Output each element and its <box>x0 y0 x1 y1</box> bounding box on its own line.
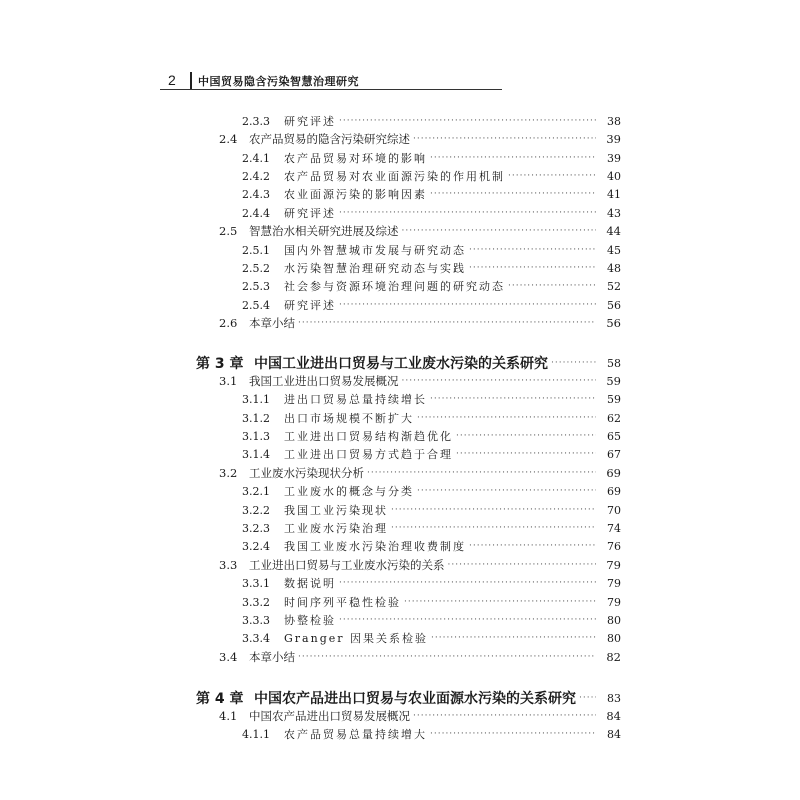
page-number: 2 <box>168 72 176 88</box>
entry-number: 3.1.3 <box>242 429 270 443</box>
dot-leader <box>551 356 596 370</box>
entry-title: 本章小结 <box>249 316 295 330</box>
dot-leader <box>339 298 596 312</box>
entry-number: 2.5.4 <box>242 298 270 312</box>
entry-page-number: 70 <box>607 503 621 517</box>
toc-subsection-entry <box>242 205 621 221</box>
dot-leader <box>508 279 596 293</box>
dot-leader <box>469 539 596 553</box>
entry-page-number: 67 <box>607 447 621 461</box>
toc-subsection-entry <box>242 612 621 628</box>
toc-subsection-entry <box>242 391 621 407</box>
entry-page-number: 59 <box>606 374 621 388</box>
dot-leader <box>456 429 596 443</box>
dot-leader <box>339 206 596 220</box>
entry-title: 我国工业进出口贸易发展概况 <box>249 374 399 388</box>
dot-leader <box>417 484 596 498</box>
entry-number: 4.1 <box>219 709 238 723</box>
entry-title: 我国工业污染现状 <box>284 504 388 517</box>
dot-leader <box>469 261 596 275</box>
entry-title: 工业废水的概念与分类 <box>284 485 414 498</box>
entry-page-number: 44 <box>606 224 621 238</box>
toc-chapter-entry <box>196 353 621 373</box>
toc-section-entry <box>219 649 621 665</box>
dot-leader <box>469 243 596 257</box>
entry-number: 2.5.3 <box>242 279 270 293</box>
toc-subsection-entry <box>242 483 621 499</box>
entry-number: 2.4 <box>219 132 238 146</box>
entry-title: 农产品贸易对农业面源污染的作用机制 <box>284 170 505 183</box>
entry-number: 第 3 章 <box>196 356 244 372</box>
entry-number: 2.3.3 <box>242 114 270 128</box>
entry-title: 农产品贸易的隐含污染研究综述 <box>249 132 410 146</box>
entry-title: 中国工业进出口贸易与工业废水污染的关系研究 <box>254 356 548 372</box>
toc-subsection-entry <box>242 150 621 166</box>
entry-page-number: 80 <box>607 631 621 645</box>
entry-page-number: 56 <box>606 316 621 330</box>
entry-title: 中国农产品进出口贸易与农业面源水污染的关系研究 <box>254 691 576 707</box>
entry-title: 进出口贸易总量持续增长 <box>284 393 427 406</box>
toc-section-entry <box>219 315 621 331</box>
entry-number: 3.3.4 <box>242 631 270 645</box>
entry-title: 工业进出口贸易与工业废水污染的关系 <box>249 558 445 572</box>
entry-title: 我国工业废水污染治理收费制度 <box>284 540 466 553</box>
entry-number: 2.4.4 <box>242 206 270 220</box>
toc-chapter-entry <box>196 688 621 708</box>
dot-leader <box>367 466 596 480</box>
entry-page-number: 39 <box>606 132 621 146</box>
entry-page-number: 48 <box>607 261 621 275</box>
toc-subsection-entry <box>242 575 621 591</box>
entry-page-number: 58 <box>607 356 621 370</box>
dot-leader <box>430 727 596 741</box>
entry-page-number: 69 <box>606 466 621 480</box>
entry-number: 3.1.4 <box>242 447 270 461</box>
dot-leader <box>402 374 597 388</box>
entry-number: 3.1.1 <box>242 392 270 406</box>
dot-leader <box>404 595 596 609</box>
entry-title: Granger 因果关系检验 <box>284 632 428 645</box>
entry-title: 工业废水污染现状分析 <box>249 466 364 480</box>
entry-title: 农产品贸易总量持续增大 <box>284 728 427 741</box>
entry-page-number: 56 <box>607 298 621 312</box>
dot-leader <box>391 503 596 517</box>
toc-subsection-entry <box>242 297 621 313</box>
entry-title: 研究评述 <box>284 299 336 312</box>
entry-number: 3.3.1 <box>242 576 270 590</box>
entry-page-number: 39 <box>607 151 621 165</box>
entry-title: 工业进出口贸易方式趋于合理 <box>284 448 453 461</box>
entry-page-number: 74 <box>607 521 621 535</box>
entry-page-number: 76 <box>607 539 621 553</box>
dot-leader <box>430 151 596 165</box>
toc-subsection-entry <box>242 594 621 610</box>
toc-subsection-entry <box>242 502 621 518</box>
entry-number: 3.1 <box>219 374 238 388</box>
entry-number: 2.5 <box>219 224 238 238</box>
entry-number: 3.3.3 <box>242 613 270 627</box>
toc-section-entry <box>219 131 621 147</box>
entry-page-number: 65 <box>607 429 621 443</box>
entry-page-number: 45 <box>607 243 621 257</box>
entry-number: 3.3 <box>219 558 238 572</box>
entry-page-number: 79 <box>607 576 621 590</box>
dot-leader <box>431 631 596 645</box>
toc-section-entry <box>219 223 621 239</box>
toc-subsection-entry <box>242 630 621 646</box>
dot-leader <box>579 691 596 705</box>
entry-title: 国内外智慧城市发展与研究动态 <box>284 244 466 257</box>
dot-leader <box>430 392 596 406</box>
entry-number: 2.6 <box>219 316 238 330</box>
entry-page-number: 79 <box>607 595 621 609</box>
entry-number: 2.4.3 <box>242 187 270 201</box>
entry-title: 智慧治水相关研究进展及综述 <box>249 224 399 238</box>
dot-leader <box>339 114 596 128</box>
toc-subsection-entry <box>242 520 621 536</box>
toc-section-entry <box>219 373 621 389</box>
book-title: 中国贸易隐含污染智慧治理研究 <box>198 75 359 88</box>
entry-page-number: 84 <box>606 709 621 723</box>
entry-title: 时间序列平稳性检验 <box>284 596 401 609</box>
entry-number: 3.4 <box>219 650 238 664</box>
entry-number: 2.5.1 <box>242 243 270 257</box>
dot-leader <box>448 558 597 572</box>
entry-page-number: 40 <box>607 169 621 183</box>
entry-number: 3.2.1 <box>242 484 270 498</box>
dot-leader <box>413 132 596 146</box>
entry-page-number: 82 <box>606 650 621 664</box>
entry-number: 3.2.2 <box>242 503 270 517</box>
entry-title: 中国农产品进出口贸易发展概况 <box>249 709 410 723</box>
toc-subsection-entry <box>242 260 621 276</box>
entry-number: 3.1.2 <box>242 411 270 425</box>
toc-subsection-entry <box>242 242 621 258</box>
entry-number: 3.3.2 <box>242 595 270 609</box>
dot-leader <box>417 411 596 425</box>
toc-subsection-entry <box>242 113 621 129</box>
toc-section-entry <box>219 708 621 724</box>
dot-leader <box>339 576 596 590</box>
toc-section-entry <box>219 557 621 573</box>
entry-title: 农业面源污染的影响因素 <box>284 188 427 201</box>
entry-page-number: 80 <box>607 613 621 627</box>
entry-page-number: 38 <box>607 114 621 128</box>
toc-subsection-entry <box>242 186 621 202</box>
toc-subsection-entry <box>242 168 621 184</box>
entry-page-number: 41 <box>607 187 621 201</box>
entry-title: 出口市场规模不断扩大 <box>284 412 414 425</box>
entry-number: 3.2.4 <box>242 539 270 553</box>
dot-leader <box>339 613 596 627</box>
entry-title: 数据说明 <box>284 577 336 590</box>
entry-page-number: 52 <box>607 279 621 293</box>
entry-number: 3.2 <box>219 466 238 480</box>
entry-number: 2.5.2 <box>242 261 270 275</box>
dot-leader <box>456 447 596 461</box>
entry-title: 本章小结 <box>249 650 295 664</box>
entry-title: 水污染智慧治理研究动态与实践 <box>284 262 466 275</box>
entry-number: 4.1.1 <box>242 727 270 741</box>
entry-page-number: 83 <box>607 691 621 705</box>
entry-title: 协整检验 <box>284 614 336 627</box>
entry-title: 研究评述 <box>284 115 336 128</box>
toc-subsection-entry <box>242 410 621 426</box>
entry-title: 工业废水污染治理 <box>284 522 388 535</box>
entry-number: 2.4.1 <box>242 151 270 165</box>
toc-subsection-entry <box>242 538 621 554</box>
entry-number: 3.2.3 <box>242 521 270 535</box>
dot-leader <box>413 709 596 723</box>
entry-title: 工业进出口贸易结构渐趋优化 <box>284 430 453 443</box>
toc-subsection-entry <box>242 278 621 294</box>
entry-page-number: 62 <box>607 411 621 425</box>
dot-leader <box>298 650 596 664</box>
entry-page-number: 59 <box>607 392 621 406</box>
dot-leader <box>298 316 596 330</box>
entry-page-number: 84 <box>607 727 621 741</box>
dot-leader <box>402 224 597 238</box>
entry-number: 第 4 章 <box>196 691 244 707</box>
entry-title: 研究评述 <box>284 207 336 220</box>
toc-subsection-entry <box>242 428 621 444</box>
entry-page-number: 79 <box>606 558 621 572</box>
toc-subsection-entry <box>242 446 621 462</box>
dot-leader <box>430 187 596 201</box>
toc-subsection-entry <box>242 726 621 742</box>
dot-leader <box>508 169 596 183</box>
entry-title: 社会参与资源环境治理问题的研究动态 <box>284 280 505 293</box>
entry-title: 农产品贸易对环境的影响 <box>284 152 427 165</box>
entry-page-number: 69 <box>607 484 621 498</box>
dot-leader <box>391 521 596 535</box>
entry-number: 2.4.2 <box>242 169 270 183</box>
entry-page-number: 43 <box>607 206 621 220</box>
toc-section-entry <box>219 465 621 481</box>
